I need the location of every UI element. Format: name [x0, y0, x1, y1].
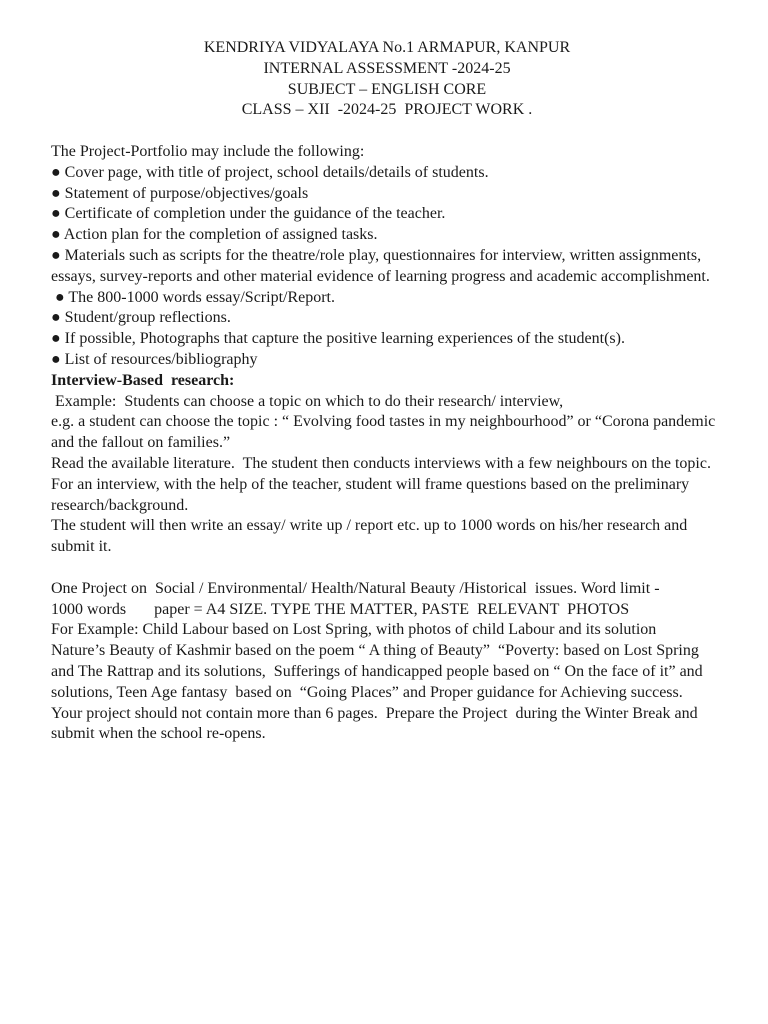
- project-line-1: One Project on Social / Environmental/ Health/Natural Beauty /Historical issues. Word limit -: [51, 579, 660, 597]
- portfolio-section: [51, 142, 723, 371]
- portfolio-item: ● If possible, Photographs that capture the positive learning experiences of the student(s).: [51, 330, 625, 348]
- project-section: [51, 579, 723, 745]
- assessment-title: INTERNAL ASSESSMENT -2024-25: [263, 59, 511, 77]
- document-page: [51, 38, 723, 745]
- portfolio-item: ● Student/group reflections.: [51, 309, 231, 327]
- interview-write: The student will then write an essay/ write up / report etc. up to 1000 words on his/her research and submit it.: [51, 517, 692, 556]
- portfolio-item: ● Certificate of completion under the guidance of the teacher.: [51, 205, 446, 223]
- portfolio-item: ● Cover page, with title of project, school details/details of students.: [51, 163, 489, 181]
- interview-section: [51, 371, 723, 558]
- project-limit: Your project should not contain more than 6 pages. Prepare the Project during the Winter Break and submit when the school re-opens.: [51, 704, 702, 743]
- class-title: CLASS – XII -2024-25 PROJECT WORK .: [241, 101, 533, 119]
- project-line-3: For Example: Child Labour based on Lost Spring, with photos of child Labour and its solution: [51, 621, 657, 639]
- interview-eg: e.g. a student can choose the topic : “ Evolving food tastes in my neighbourhood” or “Corona pandemic and the fallout on families.”: [51, 413, 720, 452]
- school-name: KENDRIYA VIDYALAYA No.1 ARMAPUR, KANPUR: [203, 39, 571, 56]
- portfolio-item: ● Statement of purpose/objectives/goals: [51, 184, 309, 202]
- interview-example: Example: Students can choose a topic on which to do their research/ interview,: [51, 392, 564, 410]
- portfolio-item: ● The 800-1000 words essay/Script/Report.: [51, 288, 335, 306]
- portfolio-item: ● Materials such as scripts for the theatre/role play, questionnaires for interview, written assignments, essays, survey-reports and other material evidence of learning progress and academic accomplishment.: [51, 246, 710, 285]
- interview-heading: Interview-Based research:: [51, 371, 235, 389]
- interview-read: Read the available literature. The student then conducts interviews with a few neighbours on the topic. For an interview, with the help of the teacher, student will frame questions based on the preliminary research/background.: [51, 454, 715, 514]
- spacer: [51, 558, 723, 579]
- project-line-2: 1000 words paper = A4 SIZE. TYPE THE MATTER, PASTE RELEVANT PHOTOS: [51, 600, 630, 618]
- subject-title: SUBJECT – ENGLISH CORE: [287, 80, 487, 98]
- portfolio-item: ● List of resources/bibliography: [51, 350, 258, 368]
- project-examples: Nature’s Beauty of Kashmir based on the poem “ A thing of Beauty” “Poverty: based on Lost Spring and The Rattrap and its solutions, Sufferings of handicapped people based on “ On the face of it” and solutions, Teen Age fantasy based on “Going Places” and Proper guidance for Achieving success.: [51, 642, 707, 701]
- portfolio-intro: The Project-Portfolio may include the following:: [51, 142, 365, 160]
- portfolio-item: ● Action plan for the completion of assigned tasks.: [51, 226, 378, 244]
- document-header: [51, 38, 723, 121]
